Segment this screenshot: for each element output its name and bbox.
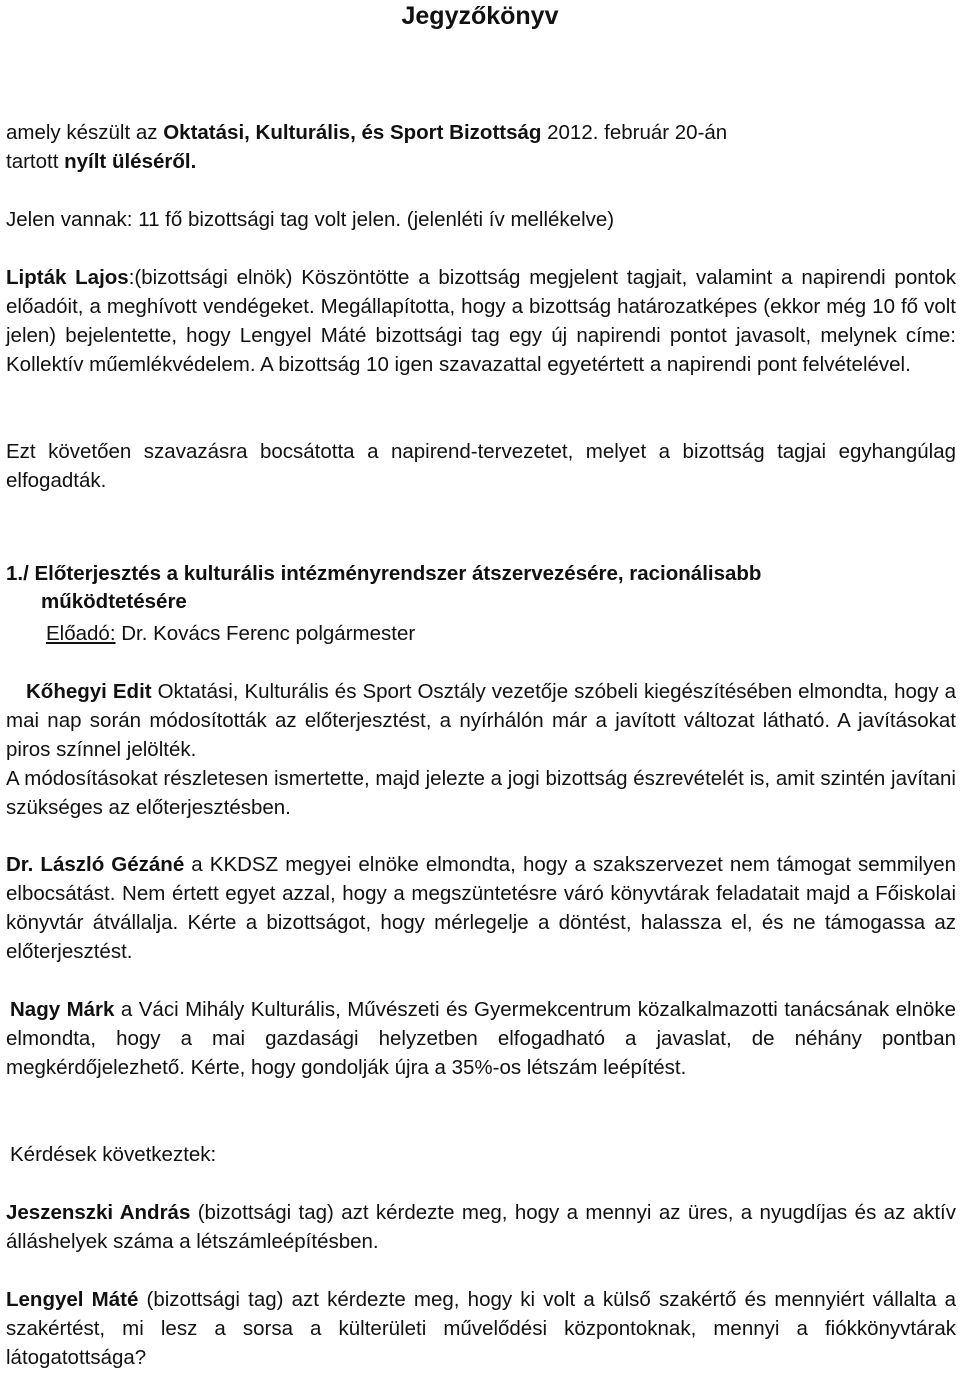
opening-speaker: Lipták Lajos (6, 266, 129, 289)
presenter-line (46, 620, 415, 648)
presenter-label: Előadó: (46, 622, 116, 645)
agenda-item-title-line2: működtetésére (41, 590, 187, 613)
agenda-vote-paragraph: Ezt követően szavazásra bocsátotta a napirend-tervezetet, melyet a bizottság tagjai egyhangúlag elfogadták. (6, 440, 956, 492)
intro-prefix: amely készült az (6, 121, 164, 144)
speech-nagy (6, 995, 956, 1082)
opening-paragraph (6, 263, 956, 379)
question-text: (bizottsági tag) azt kérdezte meg, hogy a mennyi az üres, a nyugdíjas és az aktív álláshelyek száma a létszámleépítésben. (6, 1201, 956, 1253)
agenda-item-1-heading (6, 560, 956, 616)
attendance-line: Jelen vannak: 11 fő bizottsági tag volt jelen. (jelenléti ív mellékelve) (6, 208, 615, 231)
question-jeszenszki (6, 1198, 956, 1256)
intro-paragraph (6, 118, 956, 176)
speech-speaker: Nagy Márk (10, 998, 115, 1021)
session-type: nyílt üléséről. (64, 150, 197, 173)
question-speaker: Jeszenszki András (6, 1201, 191, 1224)
presenter-name: Dr. Kovács Ferenc polgármester (115, 622, 416, 645)
speech-text: Oktatási, Kulturális és Sport Osztály vezetője szóbeli kiegészítésében elmondta, hogy a mai nap során módosították az előterjesztést, a nyírhálón már a javított változat látható. A javításokat piros színnel jelölték. (6, 680, 956, 761)
speech-speaker: Kőhegyi Edit (26, 680, 152, 703)
speech-kohegyi-continued: A módosításokat részletesen ismertette, majd jelezte a jogi bizottság észrevételét is, amit szintén javítani szükséges az előterjesztésben. (6, 767, 956, 819)
question-speaker: Lengyel Máté (6, 1288, 139, 1311)
opening-text: :(bizottsági elnök) Köszöntötte a bizottság megjelent tagjait, valamint a napirendi pontok előadóit, a meghívott vendégeket. Megállapította, hogy a bizottság határozatképes (ekkor még 10 fő volt jelen) bejelentette, hogy Lengyel Máté bizottsági tag egy új napirendi pontot javasolt, melynek címe: Kollektív műemlékvédelem. A bizottság 10 igen szavazattal egyetértett a napirendi pont felvételével. (6, 266, 956, 376)
meeting-date: 2012. február 20-án (541, 121, 728, 144)
speech-laszlo (6, 850, 956, 966)
question-text: (bizottsági tag) azt kérdezte meg, hogy ki volt a külső szakértő és mennyiért vállalta a szakértést, mi lesz a sorsa a külterületi művelődési központoknak, mennyi a fiókkönyvtárak látogatottsága? (6, 1288, 956, 1369)
document-title: Jegyzőkönyv (401, 2, 559, 30)
committee-name: Oktatási, Kulturális, és Sport Bizottság (163, 121, 542, 144)
speech-speaker: Dr. László Gézáné (6, 853, 185, 876)
intro-line2-prefix: tartott (6, 150, 65, 173)
agenda-item-title-line1: Előterjesztés a kulturális intézményrendszer átszervezésére, racionálisabb (28, 562, 762, 585)
speech-text: a KKDSZ megyei elnöke elmondta, hogy a szakszervezet nem támogat semmilyen elbocsátást. Nem értett egyet azzal, hogy a megszüntetésre váró könyvtárak feladatait majd a Főiskolai könyvtár átvállalja. Kérte a bizottságot, hogy mérlegelje a döntést, halassza el, és ne támogassa az előterjesztést. (6, 853, 956, 963)
speech-kohegyi (6, 677, 956, 764)
question-lengyel (6, 1285, 956, 1372)
questions-heading: Kérdések következtek: (10, 1143, 217, 1166)
speech-text: a Váci Mihály Kulturális, Művészeti és Gyermekcentrum közalkalmazotti tanácsának elnöke elmondta, hogy a mai gazdasági helyzetben elfogadható a javaslat, de néhány pontban megkérdőjelezhető. Kérte, hogy gondolják újra a 35%-os létszám leépítést. (6, 998, 956, 1079)
agenda-item-number: 1./ (6, 562, 29, 585)
